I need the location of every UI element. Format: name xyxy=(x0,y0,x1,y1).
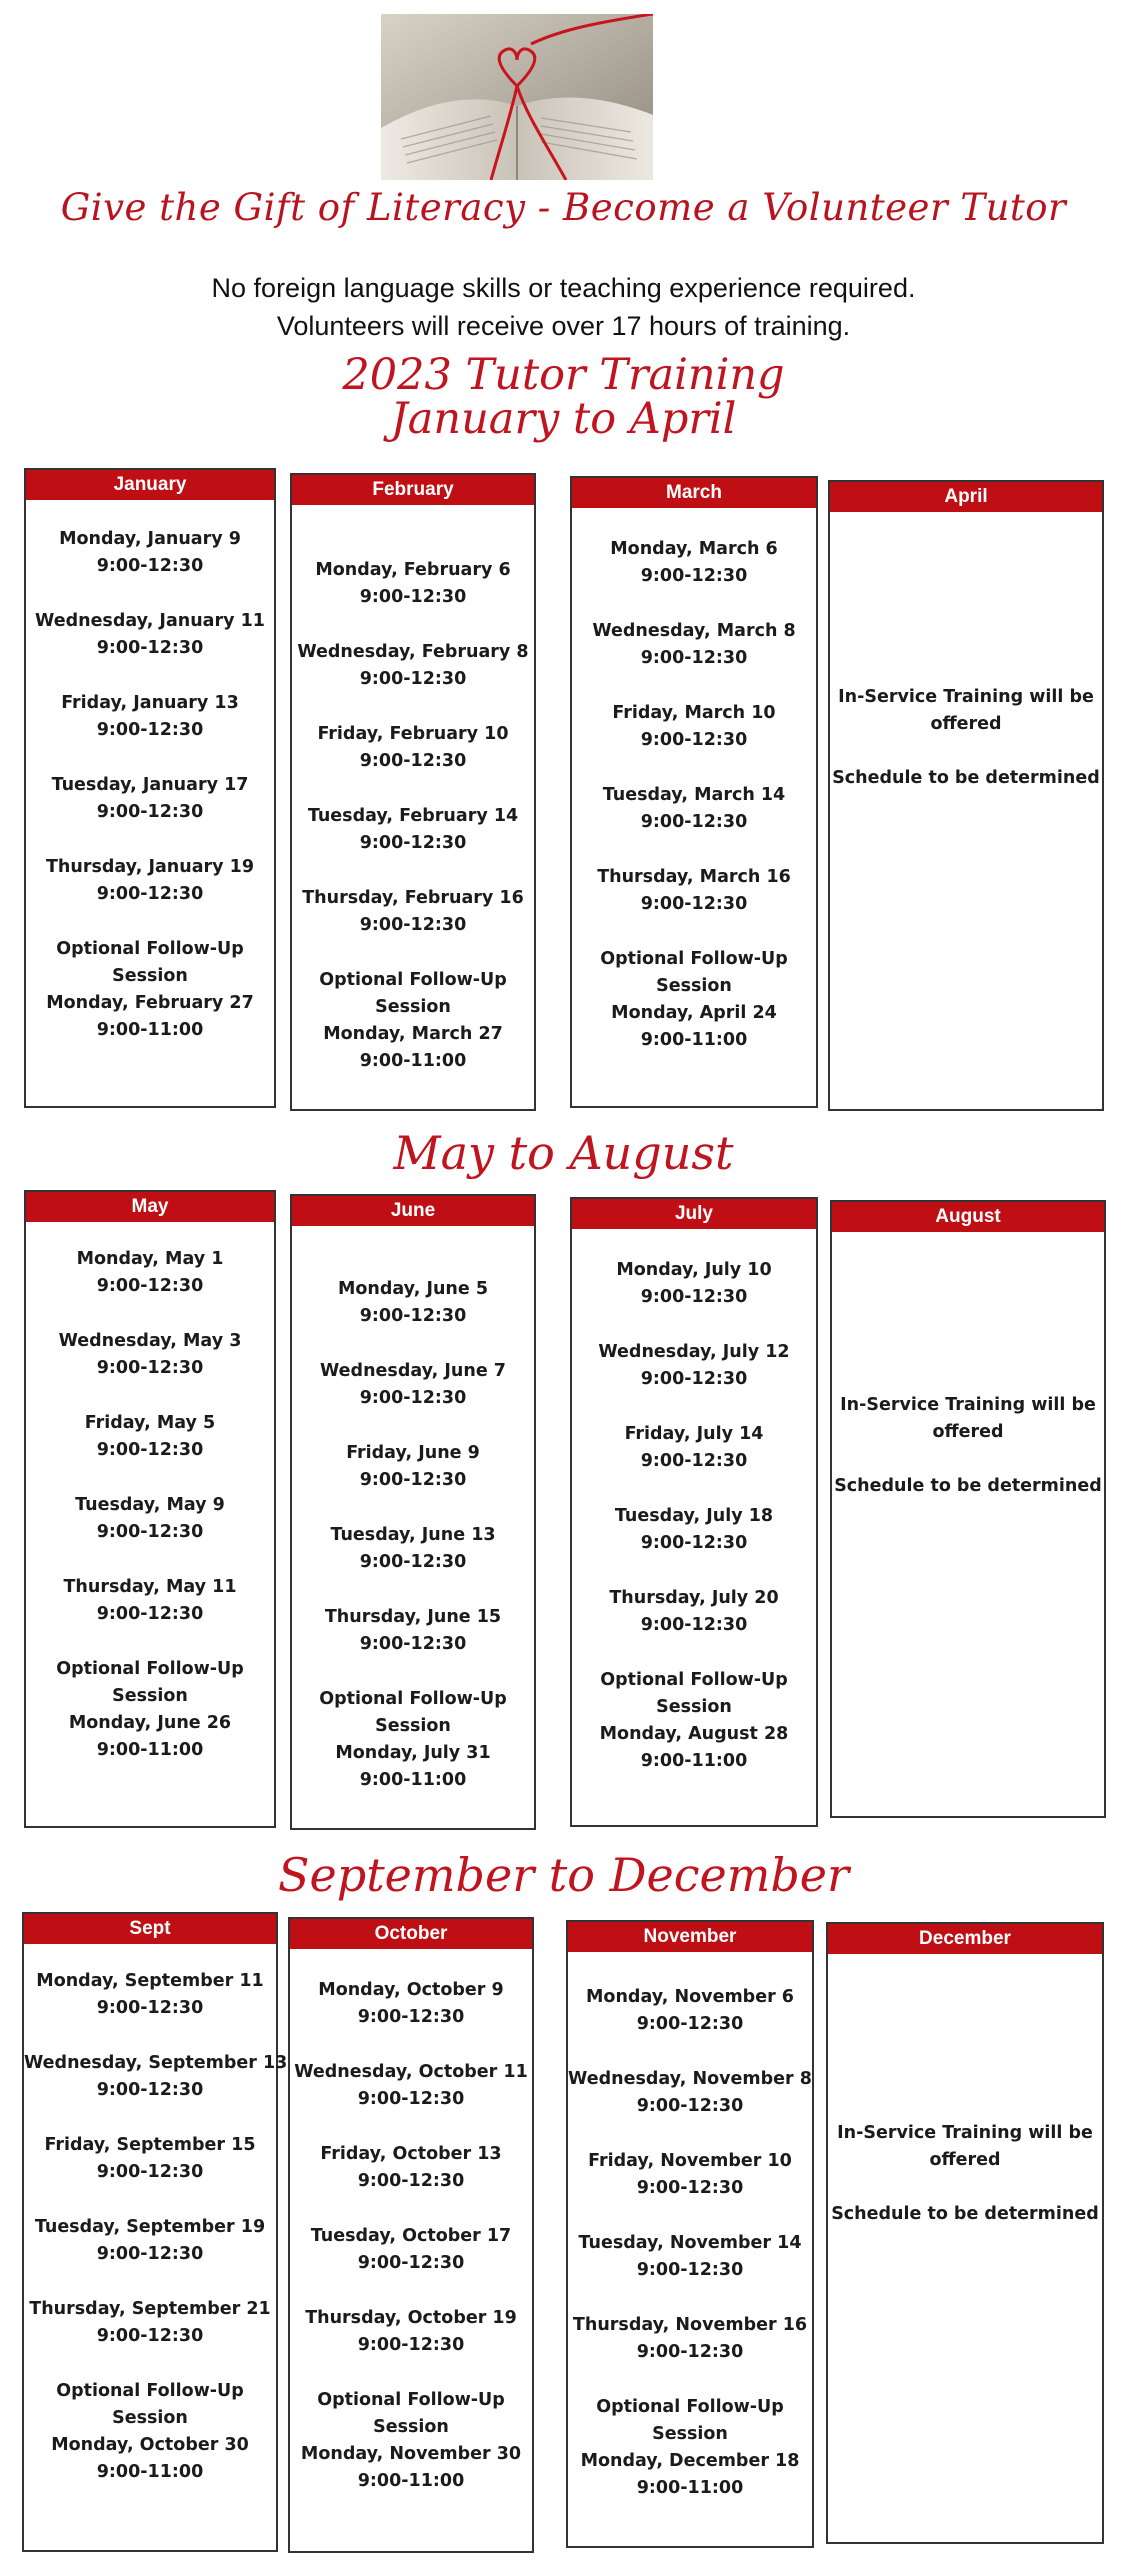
section-title-september-to-december: September to December xyxy=(278,1848,849,1902)
month-column-july xyxy=(570,1197,818,1827)
session-item: Tuesday, May 9 9:00-12:30 xyxy=(75,1495,225,1542)
session-item: Friday, June 9 9:00-12:30 xyxy=(346,1443,480,1490)
session-item: Monday, May 1 9:00-12:30 xyxy=(76,1249,224,1296)
session-item: Friday, March 10 9:00-12:30 xyxy=(612,703,776,750)
session-item: Tuesday, June 13 9:00-12:30 xyxy=(330,1525,496,1572)
session-item: Thursday, October 19 9:00-12:30 xyxy=(305,2308,517,2355)
session-item: Monday, June 5 9:00-12:30 xyxy=(337,1279,489,1326)
session-item: Friday, January 13 9:00-12:30 xyxy=(61,693,239,740)
month-column-may xyxy=(24,1190,276,1828)
session-item: Thursday, July 20 9:00-12:30 xyxy=(609,1588,779,1635)
month-column-march xyxy=(570,476,818,1108)
session-item: Thursday, February 16 9:00-12:30 xyxy=(302,888,524,935)
program-title-line-1: 2023 Tutor Training xyxy=(342,350,785,400)
followup-session: Optional Follow-Up Session Monday, November 30 9:00-11:00 xyxy=(300,2390,522,2491)
session-item: Thursday, March 16 9:00-12:30 xyxy=(597,867,791,914)
followup-session: Optional Follow-Up Session Monday, April 24 9:00-11:00 xyxy=(600,949,788,1050)
month-header: October xyxy=(290,1919,532,1949)
session-item: Friday, May 5 9:00-12:30 xyxy=(84,1413,216,1460)
session-list xyxy=(292,1276,534,1822)
month-column-december xyxy=(826,1922,1104,2544)
session-item: Tuesday, January 17 9:00-12:30 xyxy=(51,775,249,822)
session-list xyxy=(572,1257,816,1803)
session-item: Wednesday, July 12 9:00-12:30 xyxy=(598,1342,790,1389)
month-header: February xyxy=(292,475,534,505)
session-item: Wednesday, June 7 9:00-12:30 xyxy=(320,1361,506,1408)
inservice-note: In-Service Training will be offered Schedule to be determined xyxy=(834,1395,1102,1496)
session-item: Monday, July 10 9:00-12:30 xyxy=(616,1260,772,1307)
month-header: August xyxy=(832,1202,1104,1232)
session-item: Monday, February 6 9:00-12:30 xyxy=(315,560,511,607)
session-item: Monday, March 6 9:00-12:30 xyxy=(610,539,778,586)
month-column-june xyxy=(290,1194,536,1830)
followup-session: Optional Follow-Up Session Monday, August 28 9:00-11:00 xyxy=(599,1670,789,1771)
session-item: Thursday, January 19 9:00-12:30 xyxy=(45,857,255,904)
session-item: Friday, July 14 9:00-12:30 xyxy=(624,1424,764,1471)
month-header: November xyxy=(568,1922,812,1952)
session-item: Friday, February 10 9:00-12:30 xyxy=(317,724,509,771)
month-column-october xyxy=(288,1917,534,2553)
session-item: Tuesday, November 14 9:00-12:30 xyxy=(578,2233,802,2280)
month-header: July xyxy=(572,1199,816,1229)
session-list xyxy=(568,1984,812,2530)
followup-session: Optional Follow-Up Session Monday, June 26 9:00-11:00 xyxy=(56,1659,244,1760)
inservice-note: In-Service Training will be offered Schedule to be determined xyxy=(831,2123,1099,2224)
section-title-may-to-august: May to August xyxy=(393,1126,734,1180)
session-item: Thursday, June 15 9:00-12:30 xyxy=(324,1607,502,1654)
month-header: March xyxy=(572,478,816,508)
session-list xyxy=(26,1246,274,1792)
followup-session: Optional Follow-Up Session Monday, December 18 9:00-11:00 xyxy=(580,2397,800,2498)
followup-session: Optional Follow-Up Session Monday, March 27 9:00-11:00 xyxy=(319,970,507,1071)
session-item: Thursday, May 11 9:00-12:30 xyxy=(63,1577,237,1624)
followup-session: Optional Follow-Up Session Monday, July 31 9:00-11:00 xyxy=(319,1689,507,1790)
followup-session: Optional Follow-Up Session Monday, February 27 9:00-11:00 xyxy=(46,939,254,1040)
month-column-february xyxy=(290,473,536,1111)
followup-session: Optional Follow-Up Session Monday, October 30 9:00-11:00 xyxy=(51,2381,249,2482)
program-title-line-2: January to April xyxy=(390,394,737,444)
inservice-note: In-Service Training will be offered Schedule to be determined xyxy=(832,687,1100,788)
month-header: December xyxy=(828,1924,1102,1954)
session-item: Wednesday, January 11 9:00-12:30 xyxy=(35,611,265,658)
session-item: Monday, September 11 9:00-12:30 xyxy=(36,1971,264,2018)
subtitle-line-1: No foreign language skills or teaching experience required. xyxy=(211,273,916,303)
session-item: Tuesday, February 14 9:00-12:30 xyxy=(307,806,519,853)
session-item: Tuesday, July 18 9:00-12:30 xyxy=(614,1506,774,1553)
month-column-november xyxy=(566,1920,814,2548)
subtitle-line-2: Volunteers will receive over 17 hours of training. xyxy=(276,311,851,341)
session-item: Wednesday, March 8 9:00-12:30 xyxy=(592,621,796,668)
month-header: May xyxy=(26,1192,274,1222)
session-item: Wednesday, February 8 9:00-12:30 xyxy=(297,642,529,689)
session-list xyxy=(572,536,816,1082)
session-item: Friday, September 15 9:00-12:30 xyxy=(44,2135,256,2182)
session-item: Monday, October 9 9:00-12:30 xyxy=(318,1980,504,2027)
month-column-january xyxy=(24,468,276,1108)
month-header: April xyxy=(830,482,1102,512)
session-list xyxy=(290,1977,532,2523)
session-item: Tuesday, March 14 9:00-12:30 xyxy=(602,785,786,832)
session-item: Friday, October 13 9:00-12:30 xyxy=(320,2144,502,2191)
session-list xyxy=(292,557,534,1103)
session-item: Wednesday, October 11 9:00-12:30 xyxy=(294,2062,528,2109)
session-item: Monday, January 9 9:00-12:30 xyxy=(59,529,241,576)
session-item: Thursday, September 21 9:00-12:30 xyxy=(29,2299,271,2346)
session-item: Wednesday, November 8 9:00-12:30 xyxy=(568,2069,812,2116)
main-title: Give the Gift of Literacy - Become a Volunteer Tutor xyxy=(60,186,1067,229)
session-item: Friday, November 10 9:00-12:30 xyxy=(588,2151,792,2198)
program-title xyxy=(0,350,1127,444)
session-item: Tuesday, October 17 9:00-12:30 xyxy=(310,2226,512,2273)
hero-photo xyxy=(381,14,653,180)
month-header: June xyxy=(292,1196,534,1226)
session-list xyxy=(24,1968,288,2514)
session-list xyxy=(26,526,274,1072)
session-item: Monday, November 6 9:00-12:30 xyxy=(586,1987,794,2034)
session-item: Wednesday, May 3 9:00-12:30 xyxy=(58,1331,242,1378)
month-column-april xyxy=(828,480,1104,1111)
month-header: Sept xyxy=(24,1914,276,1944)
session-item: Wednesday, September 13 9:00-12:30 xyxy=(24,2053,288,2100)
session-item: Tuesday, September 19 9:00-12:30 xyxy=(34,2217,266,2264)
month-header: January xyxy=(26,470,274,500)
session-item: Thursday, November 16 9:00-12:30 xyxy=(572,2315,808,2362)
month-column-august xyxy=(830,1200,1106,1818)
month-column-sept xyxy=(22,1912,288,2552)
